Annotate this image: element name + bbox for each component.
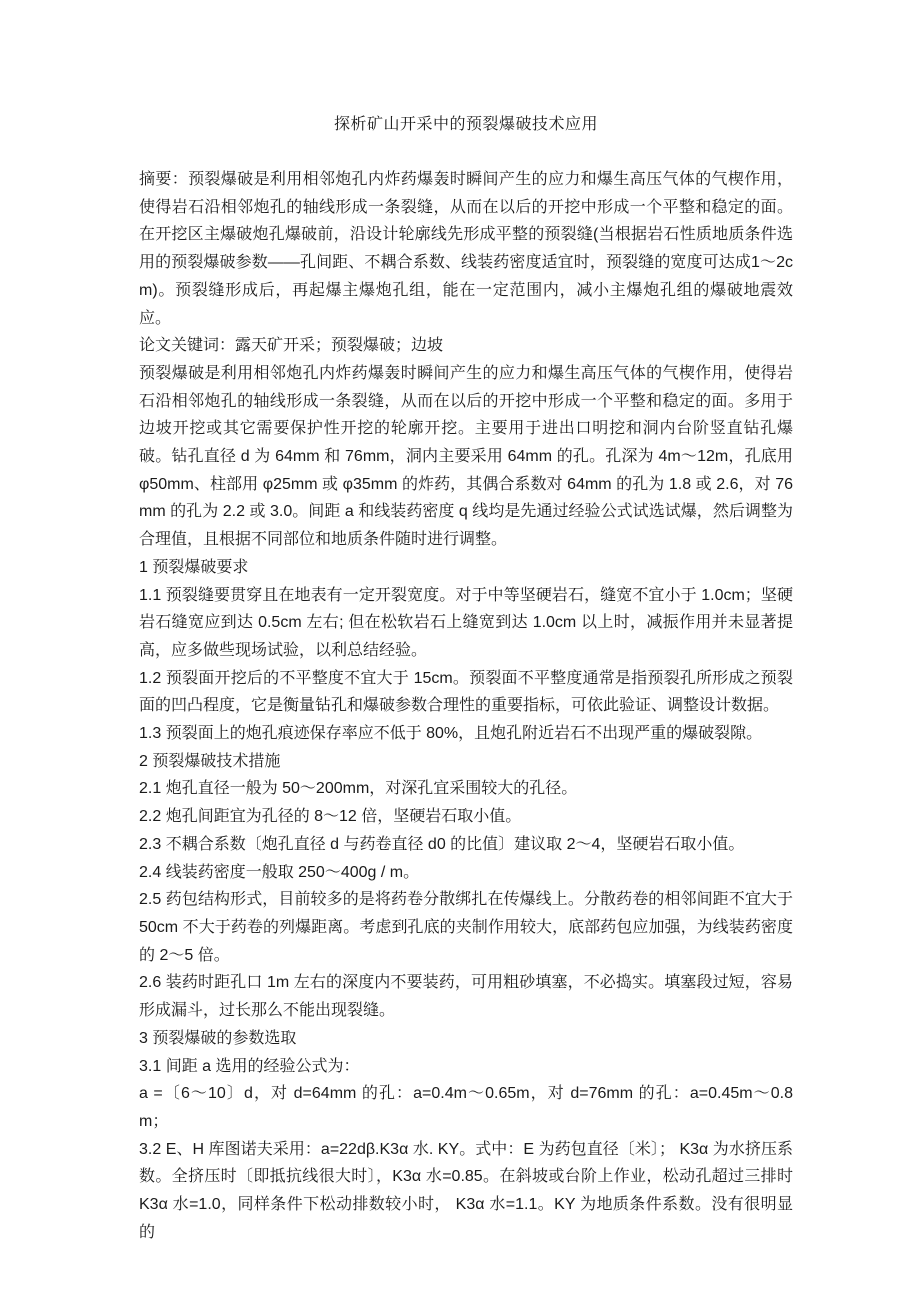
paragraph-3-1-formula: a =〔6～10〕d，对 d=64mm 的孔：a=0.4m～0.65m，对 d=76mm 的孔：a=0.45m～0.8m；	[139, 1085, 793, 1130]
heading-section-3: 3 预裂爆破的参数选取	[139, 1029, 297, 1047]
paragraph-2-1: 2.1 炮孔直径一般为 50～200mm，对深孔宜采围较大的孔径。	[139, 780, 578, 798]
paragraph-intro: 预裂爆破是利用相邻炮孔内炸药爆轰时瞬间产生的应力和爆生高压气体的气楔作用，使得岩石沿相邻炮孔的轴线形成一条裂缝，从而在以后的开挖中形成一个平整和稳定的面。多用于边坡开挖或其它需要保护性开挖的轮廓开挖。主要用于进出口明挖和洞内台阶竖直钻孔爆破。钻孔直径 d 为 64mm 和 76mm，洞内主要采用 64mm 的孔。孔深为 4m～12m，孔底用φ50mm、柱部用 φ25mm 或 φ35mm 的炸药，其偶合系数对 64mm 的孔为 1.8 或 2.6，对 76mm 的孔为 2.2 或 3.0。间距 a 和线装药密度 q 线均是先通过经验公式试选试爆，然后调整为合理值，且根据不同部位和地质条件随时进行调整。	[139, 364, 793, 549]
paragraph-3-2: 3.2 E、H 库图诺夫采用：a=22dβ.K3α 水. KY。式中：E 为药包直径〔米〕； K3α 为水挤压系数。全挤压时〔即抵抗线很大时〕，K3α 水=0.85。在斜坡或台阶上作业，松动孔超过三排时 K3α 水=1.0，同样条件下松动排数较小时， K3α 水=1.1。KY 为地质条件系数。没有很明显的	[139, 1140, 793, 1241]
paragraph-2-6: 2.6 装药时距孔口 1m 左右的深度内不要装药，可用粗砂填塞，不必捣实。填塞段过短，容易形成漏斗，过长那么不能出现裂缝。	[139, 974, 793, 1020]
paragraph-1-1: 1.1 预裂缝要贯穿且在地表有一定开裂宽度。对于中等坚硬岩石，缝宽不宜小于 1.0cm；坚硬岩石缝宽应到达 0.5cm 左右; 但在松软岩石上缝宽到达 1.0cm 以上时，减振作用并未显著提高，应多做些现场试验，以利总结经验。	[139, 586, 793, 659]
paragraph-2-2: 2.2 炮孔间距宜为孔径的 8～12 倍，坚硬岩石取小值。	[139, 808, 522, 826]
paragraph-1-2: 1.2 预裂面开挖后的不平整度不宜大于 15cm。预裂面不平整度通常是指预裂孔所形成之预裂面的凹凸程度，它是衡量钻孔和爆破参数合理性的重要指标，可依此验证、调整设计数据。	[139, 669, 793, 715]
paragraph-2-5: 2.5 药包结构形式，目前较多的是将药卷分散绑扎在传爆线上。分散药卷的相邻间距不宜大于 50cm 不大于药卷的列爆距离。考虑到孔底的夹制作用较大，底部药包应加强，为线装药密度的 2～5 倍。	[139, 891, 793, 964]
paragraph-3-1: 3.1 间距 a 选用的经验公式为：	[139, 1057, 360, 1075]
paragraph-1-3: 1.3 预裂面上的炮孔痕迹保存率应不低于 80%，且炮孔附近岩石不出现严重的爆破裂隙。	[139, 725, 763, 743]
document-title: 探析矿山开采中的预裂爆破技术应用	[333, 116, 598, 133]
blank-line	[139, 139, 793, 166]
paragraph-2-4: 2.4 线装药密度一般取 250～400g / m。	[139, 863, 420, 881]
heading-section-1: 1 预裂爆破要求	[139, 558, 249, 576]
paragraph-abstract: 摘要：预裂爆破是利用相邻炮孔内炸药爆轰时瞬间产生的应力和爆生高压气体的气楔作用，使得岩石沿相邻炮孔的轴线形成一条裂缝，从而在以后的开挖中形成一个平整和稳定的面。在开挖区主爆破炮孔爆破前，沿设计轮廓线先形成平整的预裂缝(当根据岩石性质地质条件选用的预裂爆破参数——孔间距、不耦合系数、线装药密度适宜时，预裂缝的宽度可达成1～2cm)。预裂缝形成后，再起爆主爆炮孔组，能在一定范围内，减小主爆炮孔组的爆破地震效应。	[139, 171, 793, 327]
paragraph-keywords: 论文关键词：露天矿开采；预裂爆破；边坡	[139, 337, 444, 355]
paragraph-2-3: 2.3 不耦合系数〔炮孔直径 d 与药卷直径 d0 的比值〕建议取 2～4，坚硬岩石取小值。	[139, 835, 745, 853]
heading-section-2: 2 预裂爆破技术措施	[139, 752, 281, 770]
